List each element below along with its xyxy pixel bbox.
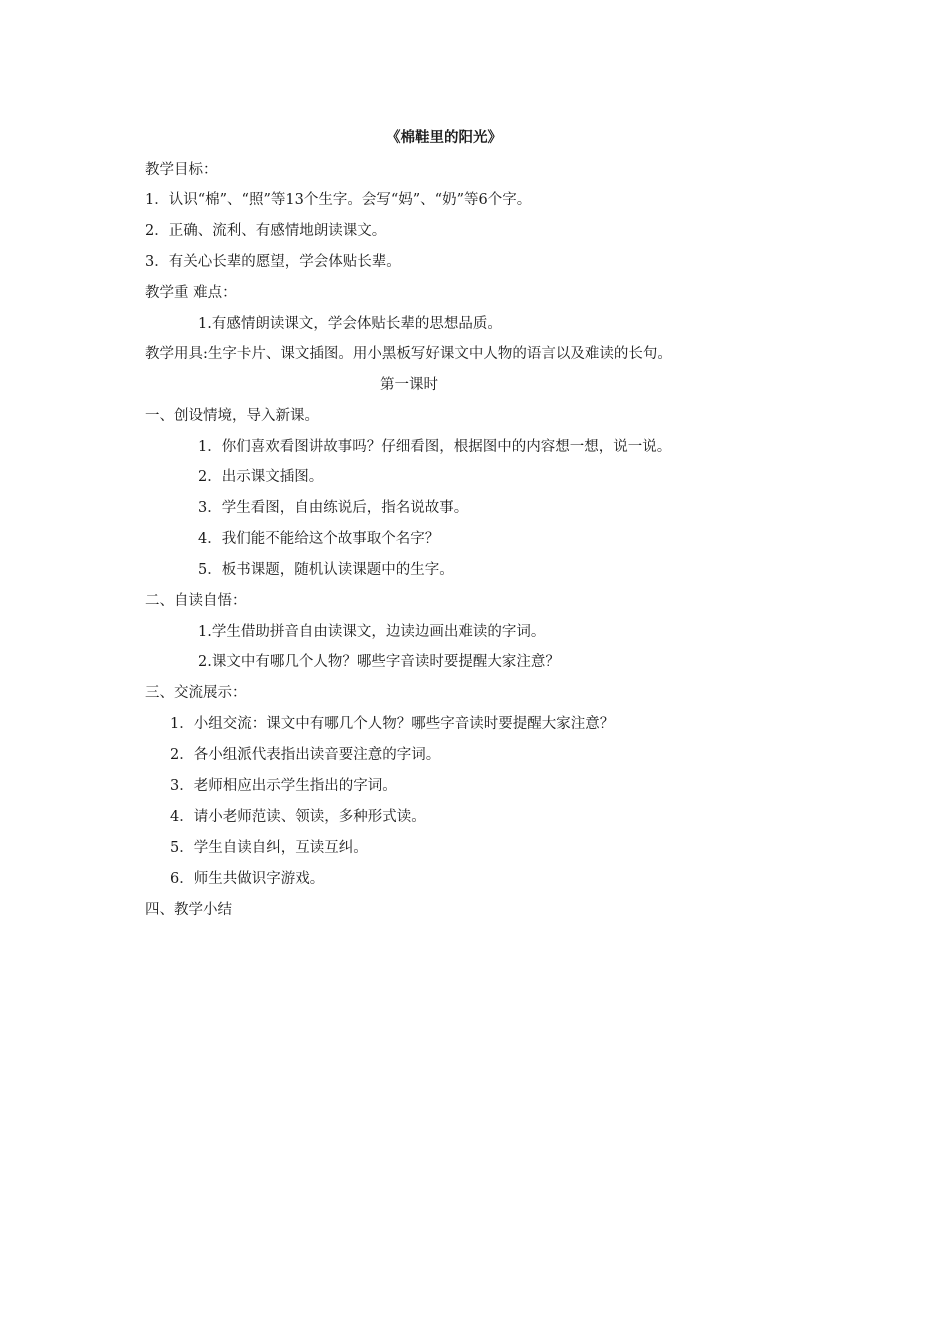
objectives-heading: 教学目标： [145,162,218,178]
document-title: 《棉鞋里的阳光》 [386,130,502,146]
section-heading: 三、交流展示： [145,685,247,701]
section-heading: 一、创设情境，导入新课。 [145,408,319,424]
list-item: 3．学生看图，自由练说后，指名说故事。 [198,500,469,516]
list-item: 5．学生自读自纠，互读互纠。 [170,840,368,856]
section-heading: 二、自读自悟： [145,593,247,609]
objective-item: 2．正确、流利、有感情地朗读课文。 [145,223,387,239]
list-item: 1．你们喜欢看图讲故事吗？仔细看图，根据图中的内容想一想，说一说。 [198,439,672,455]
objective-item: 3．有关心长辈的愿望，学会体贴长辈。 [145,254,401,270]
key-points-heading: 教学重 难点： [145,285,237,301]
list-item: 5．板书课题，随机认读课题中的生字。 [198,562,454,578]
list-item: 4．请小老师范读、领读，多种形式读。 [170,809,426,825]
list-item: 2．出示课文插图。 [198,469,324,485]
objective-item: 1．认识“棉”、“照”等13个生字。会写“妈”、“奶”等6个字。 [145,192,532,208]
section-heading: 四、教学小结 [145,902,232,918]
list-item: 6．师生共做识字游戏。 [170,871,325,887]
list-item: 1.学生借助拼音自由读课文，边读边画出难读的字词。 [198,624,546,640]
key-point-item: 1.有感情朗读课文，学会体贴长辈的思想品质。 [198,316,502,332]
list-item: 2．各小组派代表指出读音要注意的字词。 [170,747,441,763]
list-item: 3．老师相应出示学生指出的字词。 [170,778,397,794]
list-item: 1．小组交流：课文中有哪几个人物？哪些字音读时要提醒大家注意？ [170,716,615,732]
teaching-tools: 教学用具:生字卡片、课文插图。用小黑板写好课文中人物的语言以及难读的长句。 [145,346,672,362]
list-item: 2.课文中有哪几个人物？哪些字音读时要提醒大家注意？ [198,654,560,670]
lesson-heading: 第一课时 [380,377,438,393]
list-item: 4．我们能不能给这个故事取个名字？ [198,531,440,547]
